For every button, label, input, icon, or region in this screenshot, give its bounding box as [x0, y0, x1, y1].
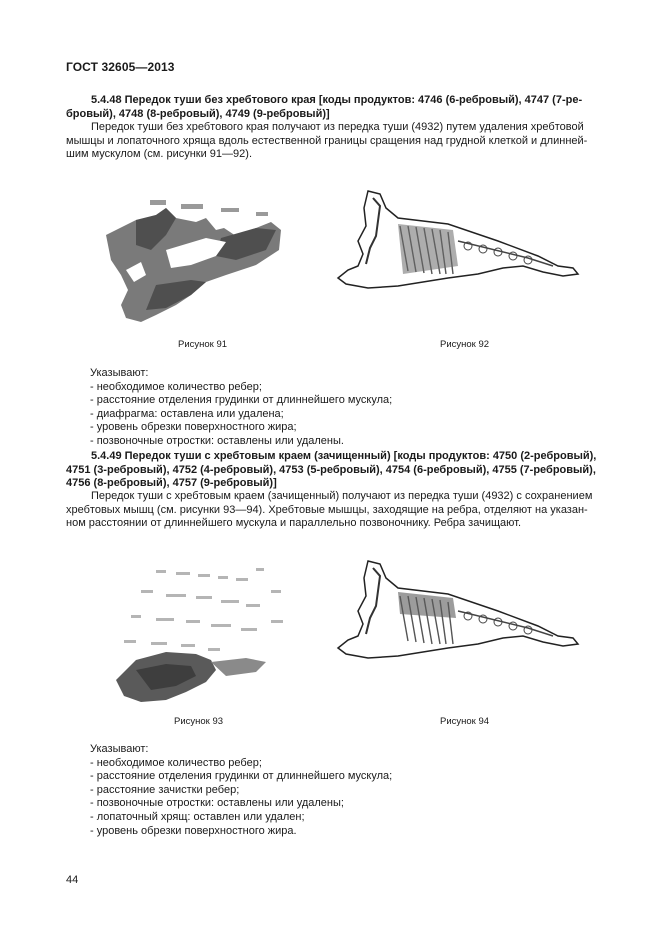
list-item: - расстояние отделения грудинки от длиннейшего мускула; — [90, 394, 393, 407]
list-2 — [90, 743, 392, 838]
figure-91-caption: Рисунок 91 — [178, 339, 228, 350]
body-line: Передок туши с хребтовым краем (зачищенный) получают из передка туши (4932) с сохранением — [91, 490, 593, 502]
list-item: - уровень обрезки поверхностного жира. — [90, 824, 297, 837]
list-item: - расстояние отделения грудинки от длиннейшего мускула; — [90, 770, 393, 783]
body-line: шим мускулом (см. рисунки 91—92). — [66, 148, 253, 161]
heading-line: бровый), 4748 (8-ребровый), 4749 (9-ребровый)] — [66, 107, 330, 120]
section-5448-heading — [66, 94, 600, 121]
list-intro: Указывают: — [90, 743, 149, 755]
list-1 — [90, 367, 392, 449]
list-item: - необходимое количество ребер; — [90, 756, 262, 769]
figure-94-diagram — [328, 556, 588, 666]
list-item: - уровень обрезки поверхностного жира; — [90, 421, 297, 434]
section-5449-heading — [66, 450, 600, 491]
list-item: - необходимое количество ребер; — [90, 380, 262, 393]
figure-91-image — [96, 190, 306, 335]
heading-line: 4751 (3-ребровый), 4752 (4-ребровый), 4753 (5-ребровый), 4754 (6-ребровый), 4755 (7-ребровый), — [66, 463, 596, 476]
list-intro: Указывают: — [90, 367, 149, 379]
list-item: - позвоночные отростки: оставлены или удалены; — [90, 797, 344, 810]
heading-line: 5.4.49 Передок туши с хребтовым краем (зачищенный) [коды продуктов: 4750 (2-ребровый), — [91, 450, 597, 462]
list-item: - лопаточный хрящ: оставлен или удален; — [90, 810, 305, 823]
body-line: ном расстоянии от длиннейшего мускула и параллельно позвоночнику. Ребра зачищают. — [66, 517, 522, 530]
list-item: - расстояние зачистки ребер; — [90, 783, 240, 796]
figure-94-caption: Рисунок 94 — [440, 716, 490, 727]
heading-line: 5.4.48 Передок туши без хребтового края [коды продуктов: 4746 (6-ребровый), 4747 (7-ре- — [91, 94, 583, 106]
body-line: мышцы и лопаточного хряща вдоль естественной границы сращения над грудной клеткой и длинней- — [66, 134, 588, 147]
section-5448-body — [66, 121, 600, 162]
figure-92-diagram — [328, 186, 588, 296]
figure-92-caption: Рисунок 92 — [440, 339, 490, 350]
body-line: Передок туши без хребтового края получают из передка туши (4932) путем удаления хребтовой — [91, 121, 584, 133]
section-5449-body — [66, 490, 600, 531]
list-item: - позвоночные отростки: оставлены или удалены. — [90, 434, 344, 447]
heading-line: 4756 (8-ребровый), 4757 (9-ребровый)] — [66, 477, 277, 490]
body-line: хребтовых мышц (см. рисунки 93—94). Хребтовые мышцы, заходящие на ребра, отделяют на указан- — [66, 503, 588, 516]
list-item: - диафрагма: оставлена или удалена; — [90, 407, 284, 420]
page-number: 44 — [66, 874, 79, 886]
figure-93-caption: Рисунок 93 — [174, 716, 224, 727]
figure-93-image — [96, 560, 306, 710]
document-header: ГОСТ 32605—2013 — [66, 60, 175, 74]
